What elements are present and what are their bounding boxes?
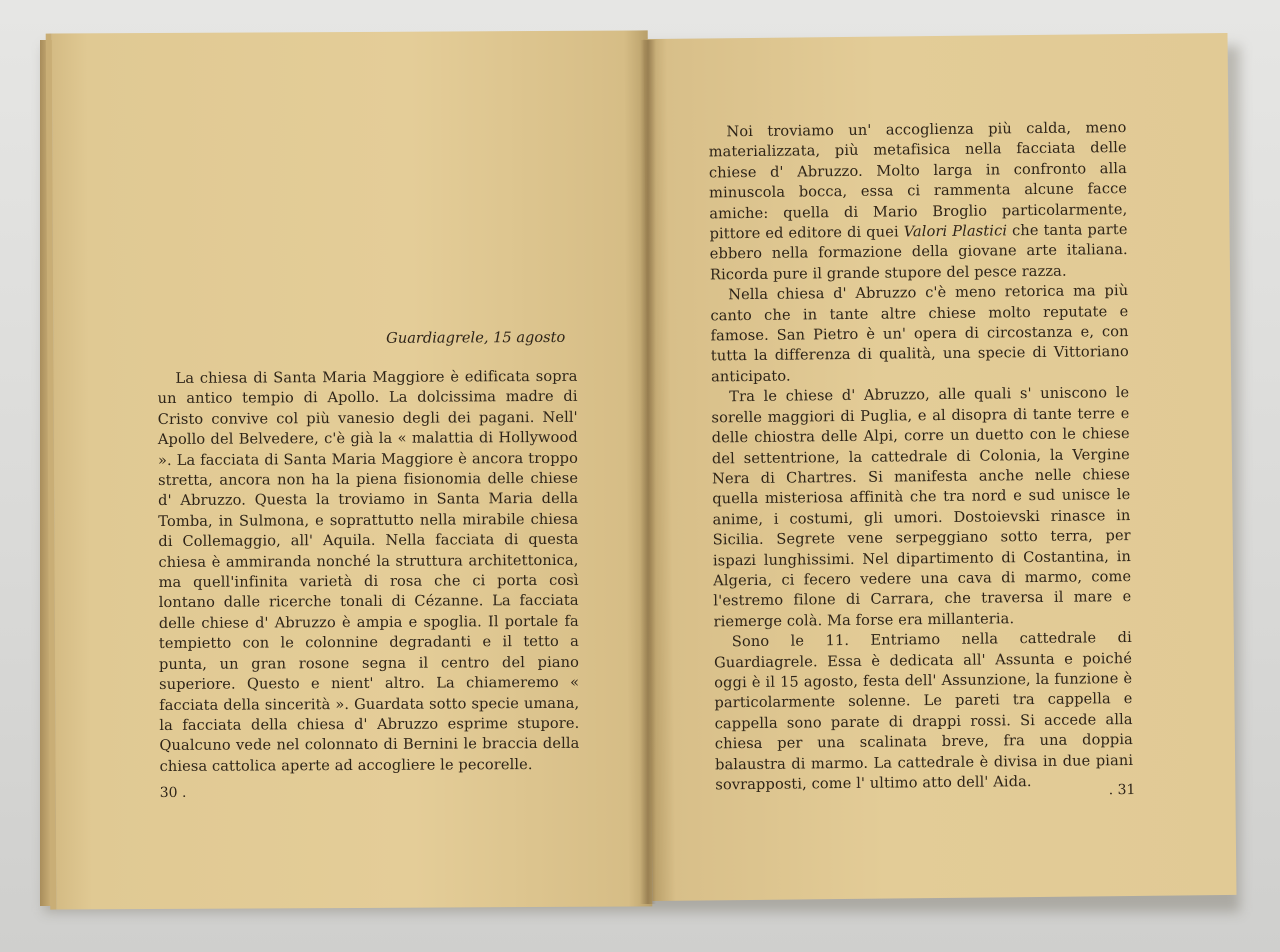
- page-number: 30 .: [159, 784, 187, 801]
- paragraph: Tra le chiese d' Abruzzo, alle quali s' uniscono le sorelle maggiori di Puglia, e al disopra di tante terre e delle chiostra delle Alpi, corre un duetto con le chiese del settentrione, la cattedrale di Colonia, la Vergine Nera di Chartres. Si manifesta anche nelle chiese quella misteriosa affinità che tra nord e sud unisce le anime, i costumi, gli umori. Dostoievski rinasce in Sicilia. Segrete vene serpeggiano sotto terra, per ispazi lunghissimi. Nel dipartimento di Costantina, in Algeria, ci fecero vedere una cava di marmo, come l'estremo filone di Carrara, che traversa il mare e riemerge colà. Ma forse era millanteria.: [711, 384, 1132, 631]
- page-number: . 31: [1108, 781, 1136, 799]
- right-page: [644, 33, 1237, 901]
- dateline: Guardiagrele, 15 agosto: [386, 328, 566, 347]
- left-page: [46, 30, 653, 909]
- paragraph: Nella chiesa d' Abruzzo c'è meno retorica ma più canto che in tante altre chiese molto reputate e famose. San Pietro è un' opera di circostanza e, con tutta la differenza di qualità, una specie di Vittoriano anticipato.: [710, 282, 1129, 386]
- right-page-text: [708, 118, 1133, 796]
- italic-title: Valori Plastici: [903, 222, 1008, 241]
- book-gutter: [640, 40, 656, 904]
- paragraph: La chiesa di Santa Maria Maggiore è edificata sopra un antico tempio di Apollo. La dolcissima madre di Cristo convive col più vanesio degli dei pagani. Nell' Apollo del Belvedere, c'è già la « malattia di Hollywood ». La facciata di Santa Maria Maggiore è ancora troppo stretta, ancora non ha la piena fisionomia delle chiese d' Abruzzo. Questa la troviamo in Santa Maria della Tomba, in Sulmona, e soprattutto nella mirabile chiesa di Collemaggio, all' Aquila. Nella facciata di questa chiesa è ammiranda nonché la struttura architettonica, ma quell'infinita varietà di rosa che ci porta così lontano dalle ricerche tonali di Cézanne. La facciata delle chiese d' Abruzzo è ampia e spoglia. Il portale fa tempietto con le colonnine degradanti e il tetto a punta, un gran rosone segna il centro del piano superiore. Questo e nient' altro. La chiameremo « facciata della sincerità ». Guardata sotto specie umana, la facciata della chiesa d' Abruzzo esprime stupore. Qualcuno vede nel colonnato di Bernini le braccia della chiesa cattolica aperte ad accogliere le pecorelle.: [157, 367, 580, 775]
- left-page-text: [157, 367, 579, 777]
- paragraph: Sono le 11. Entriamo nella cattedrale di Guardiagrele. Essa è dedicata all' Assunta e poiché oggi è il 15 agosto, festa dell' Assunzione, la funzione è particolarmente solenne. Le pareti tra cappella e cappella sono parate di drappi rossi. Si accede alla chiesa per una scalinata breve, fra una doppia balaustra di marmo. La cattedrale è divisa in due piani sovrapposti, come l' ultimo atto dell' Aida.: [713, 629, 1134, 794]
- paragraph: Noi troviamo un' accoglienza più calda, meno materializzata, più metafisica nella facciata delle chiese d' Abruzzo. Molto larga in confronto alla minuscola bocca, essa ci rammenta alcune facce amiche: quella di Mario Broglio particolarmente, pittore ed editore di quei Valori Plastici che tanta parte ebbero nella formazione della giovane arte italiana. Ricorda pure il grande stupore del pesce razza.: [708, 119, 1128, 284]
